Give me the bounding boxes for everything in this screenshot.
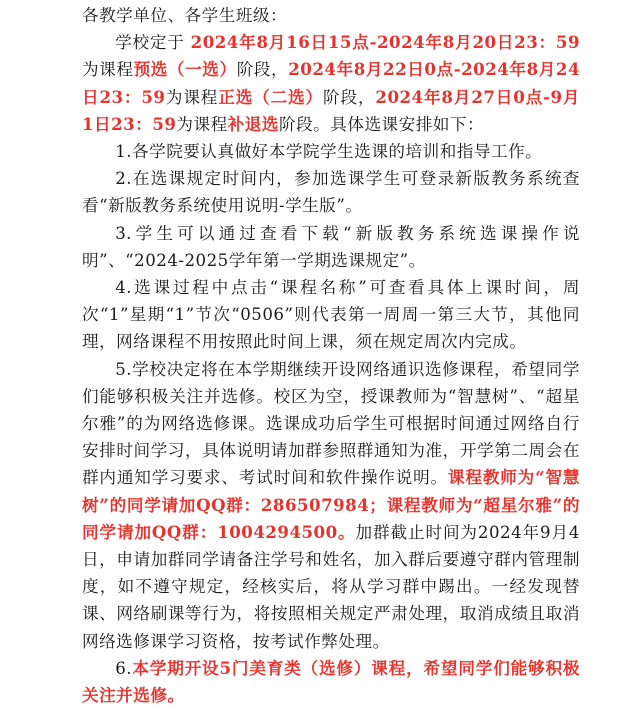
highlighted-text: 正选（二选）: [218, 86, 324, 107]
body-text: 阶段，: [236, 60, 289, 80]
item-3: [82, 220, 580, 274]
body-text: 3.学生可以通过查看下载“新版教务系统选课操作说明”、“2024-2025学年第一学期选课规定”。: [82, 223, 580, 270]
body-text: 4.选课过程中点击“课程名称”可查看具体上课时间，周次“1”星期“1”节次“0506”则代表第一周周一第三大节，其他同理，网络课程不用按照此时间上课，须在规定周次内完成。: [82, 278, 580, 352]
highlighted-text: 2024年8月27日0点-9月1日23：59: [82, 86, 581, 134]
salutation: 各教学单位、各学生班级：: [82, 6, 288, 25]
highlighted-text: 补退选: [227, 113, 279, 134]
body-text: 阶段，: [323, 87, 376, 107]
item-5: [82, 356, 580, 655]
highlighted-text: 2024年8月16日15点-2024年8月20日23：59: [190, 32, 580, 53]
item-6: [82, 655, 580, 709]
highlighted-text: 本学期开设5门美育类（选修）课程，希望同学们能够积极关注并选修。: [82, 657, 580, 706]
highlighted-text: 2024年8月22日0点-2024年8月24日23：59: [82, 59, 581, 107]
item-1: [82, 138, 580, 165]
item-2: [82, 165, 580, 219]
body-text: 2.在选课规定时间内，参加选课学生可登录新版教务系统查看“新版教务系统使用说明-学生版”。: [82, 169, 580, 216]
body-text: 为课程: [176, 114, 228, 134]
body-text: 1.各学院要认真做好本学院学生选课的培训和指导工作。: [115, 142, 543, 162]
intro-paragraph: [82, 29, 580, 138]
body-text: 阶段。具体选课安排如下：: [278, 114, 485, 134]
highlighted-text: 预选（一选）: [133, 59, 237, 80]
body-text: 为课程: [82, 60, 134, 80]
body-text: 加群截止时间为2024年9月4日，申请加群同学请备注学号和姓名，加入群后要遵守群内管理制度，如不遵守规定，经核实后，将从学习群中踢出。一经发现替课、网络刷课等行为，将按照相关规定严肃处理，取消成绩且取消网络选修课学习资格，按考试作弊处理。: [82, 522, 580, 651]
body-text: 为课程: [165, 87, 219, 107]
body-text: 6.: [115, 658, 133, 678]
body-text: 学校定于: [115, 33, 191, 53]
item-4: [82, 274, 580, 356]
highlighted-text: 课程教师为“智慧树”的同学请加QQ群：286507984；课程教师为“超星尔雅”的同学请加QQ群：1004294500。: [82, 467, 581, 542]
body-text: 5.学校决定将在本学期继续开设网络通识选修课程，希望同学们能够积极关注并选修。校区为空，授课教师为“智慧树”、“超星尔雅”的为网络选修课。选课成功后学生可根据时间通过网络自行安排时间学习，具体说明请加群参照群通知为准，开学第二周会在群内通知学习要求、考试时间和软件操作说明。: [82, 359, 580, 488]
